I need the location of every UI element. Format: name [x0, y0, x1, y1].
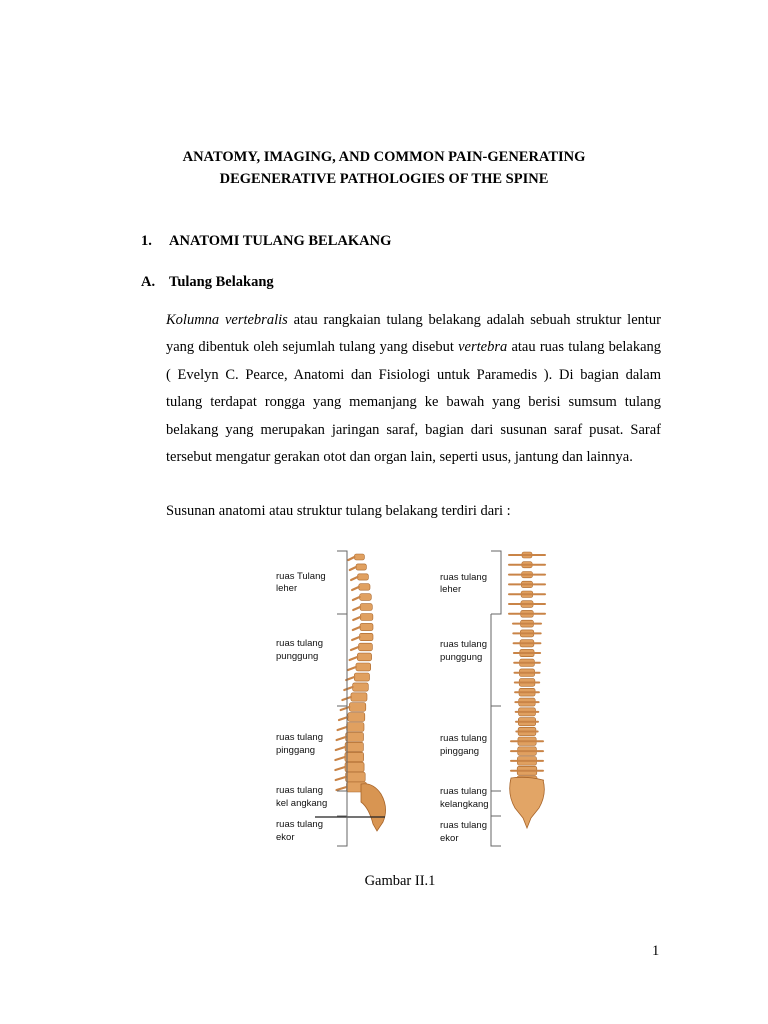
- lateral-vertebra: [360, 604, 372, 611]
- paragraph-text-1: atau rangkaian tulang belakang adalah sebuah struktur lentur yang dibentuk oleh sejumlah tulang yang disebut: [166, 312, 661, 356]
- lateral-vertebra: [349, 703, 366, 712]
- lateral-spinous-process: [348, 667, 356, 670]
- lateral-spinous-process: [353, 597, 360, 600]
- lateral-vertebra: [345, 752, 364, 762]
- term-kolumna: Kolumna vertebralis: [166, 312, 288, 328]
- lateral-spinous-process: [338, 727, 347, 730]
- lateral-vertebra: [360, 633, 374, 640]
- lateral-vertebra: [360, 594, 372, 601]
- lateral-spinous-process: [350, 567, 356, 570]
- figure-caption: Gambar II.1: [364, 873, 436, 889]
- left-label-punggung-1: ruas tulang: [276, 638, 324, 649]
- lateral-vertebra: [354, 673, 369, 681]
- right-label-ekor-2: ekor: [440, 833, 459, 844]
- right-label-punggung-1: ruas tulang: [440, 639, 488, 650]
- posterior-spine-image: [491, 551, 545, 846]
- lateral-vertebra: [345, 742, 363, 751]
- right-label-pinggang-2: pinggang: [440, 746, 480, 757]
- section-number: 1.: [141, 233, 152, 249]
- lateral-spinous-process: [337, 737, 346, 740]
- lateral-vertebra: [348, 713, 365, 722]
- left-label-pinggang-1: ruas tulang: [276, 732, 324, 743]
- right-label-punggung-2: punggung: [440, 652, 483, 663]
- lateral-spinous-process: [344, 687, 352, 690]
- right-label-kelangkang-2: kelangkang: [440, 799, 489, 810]
- lateral-spinous-process: [337, 787, 347, 790]
- lateral-spinous-process: [350, 657, 358, 660]
- left-label-punggung-2: punggung: [276, 651, 319, 662]
- lateral-vertebra: [359, 643, 373, 651]
- lateral-vertebra: [359, 584, 370, 591]
- lateral-spinous-process: [336, 747, 345, 750]
- left-label-leher-2: leher: [276, 583, 298, 594]
- lateral-vertebra: [353, 683, 369, 691]
- section-title: ANATOMI TULANG BELAKANG: [169, 233, 392, 249]
- lateral-spinous-process: [353, 607, 360, 610]
- lateral-sacrum-icon: [361, 784, 386, 831]
- lateral-vertebra: [356, 663, 371, 671]
- left-label-kelangkang-2: kel angkang: [276, 798, 328, 809]
- right-label-ekor-1: ruas tulang: [440, 820, 488, 831]
- lateral-vertebra: [360, 614, 373, 621]
- lateral-spinous-process: [336, 777, 346, 780]
- paragraph-text-2: atau ruas tulang belakang ( Evelyn C. Pearce, Anatomi dan Fisiologi untuk Paramedis ). Di bagian dalam tulang terdapat rongga yang memanjang ke bawah yang berisi sumsum tulang belakang yang merupakan jaringan saraf, bagian dari susunan saraf pusat. Saraf tersebut mengatur gerakan otot dan organ lain, seperti usus, jantung dan lainnya.: [166, 339, 662, 466]
- document-title: [0, 146, 768, 190]
- page-number: 1: [652, 943, 660, 959]
- spine-figure: [265, 546, 565, 851]
- lateral-vertebra: [356, 564, 366, 570]
- lateral-vertebra: [345, 762, 364, 772]
- lateral-spinous-process: [352, 587, 359, 590]
- lateral-spinous-process: [348, 557, 354, 560]
- title-line-2: DEGENERATIVE PATHOLOGIES OF THE SPINE: [219, 171, 549, 187]
- title-line-1: ANATOMY, IMAGING, AND COMMON PAIN-GENERATING: [182, 149, 586, 165]
- left-label-pinggang-2: pinggang: [276, 745, 316, 756]
- lateral-spinous-process: [351, 577, 357, 580]
- lateral-spinous-process: [341, 707, 350, 710]
- posterior-brackets: [491, 551, 501, 846]
- right-label-pinggang-1: ruas tulang: [440, 733, 488, 744]
- lateral-vertebra: [346, 732, 364, 741]
- section-heading: [141, 233, 391, 250]
- subsection-heading: [141, 274, 274, 291]
- subsection-title: Tulang Belakang: [169, 274, 274, 290]
- right-label-leher-1: ruas tulang: [440, 572, 488, 583]
- left-label-ekor-1: ruas tulang: [276, 819, 324, 830]
- body-paragraph: [166, 307, 661, 471]
- lateral-vertebra: [360, 623, 373, 630]
- posterior-sacrum-icon: [510, 777, 545, 828]
- lateral-vertebra: [351, 693, 367, 701]
- lateral-vertebra: [358, 574, 369, 580]
- left-label-ekor-2: ekor: [276, 832, 295, 843]
- lateral-spinous-process: [353, 617, 360, 620]
- term-vertebra: vertebra: [458, 339, 508, 356]
- lateral-vertebra: [347, 723, 364, 732]
- lateral-spinous-process: [353, 627, 360, 630]
- lateral-vertebra: [346, 772, 366, 782]
- lateral-vertebra: [354, 554, 364, 560]
- lateral-vertebra: [357, 653, 371, 661]
- spine-illustration: [265, 546, 565, 851]
- subsection-number: A.: [141, 274, 156, 290]
- left-label-leher-1: ruas Tulang: [276, 571, 326, 582]
- lateral-spinous-process: [339, 717, 348, 720]
- right-label-kelangkang-1: ruas tulang: [440, 786, 488, 797]
- lateral-spinous-process: [352, 637, 359, 640]
- lateral-spinous-process: [335, 757, 345, 760]
- right-label-leher-2: leher: [440, 584, 462, 595]
- left-label-kelangkang-1: ruas tulang: [276, 785, 324, 796]
- lateral-spinous-process: [335, 767, 345, 770]
- intro-sentence: Susunan anatomi atau struktur tulang belakang terdiri dari :: [166, 503, 511, 519]
- lateral-spinous-process: [351, 647, 359, 650]
